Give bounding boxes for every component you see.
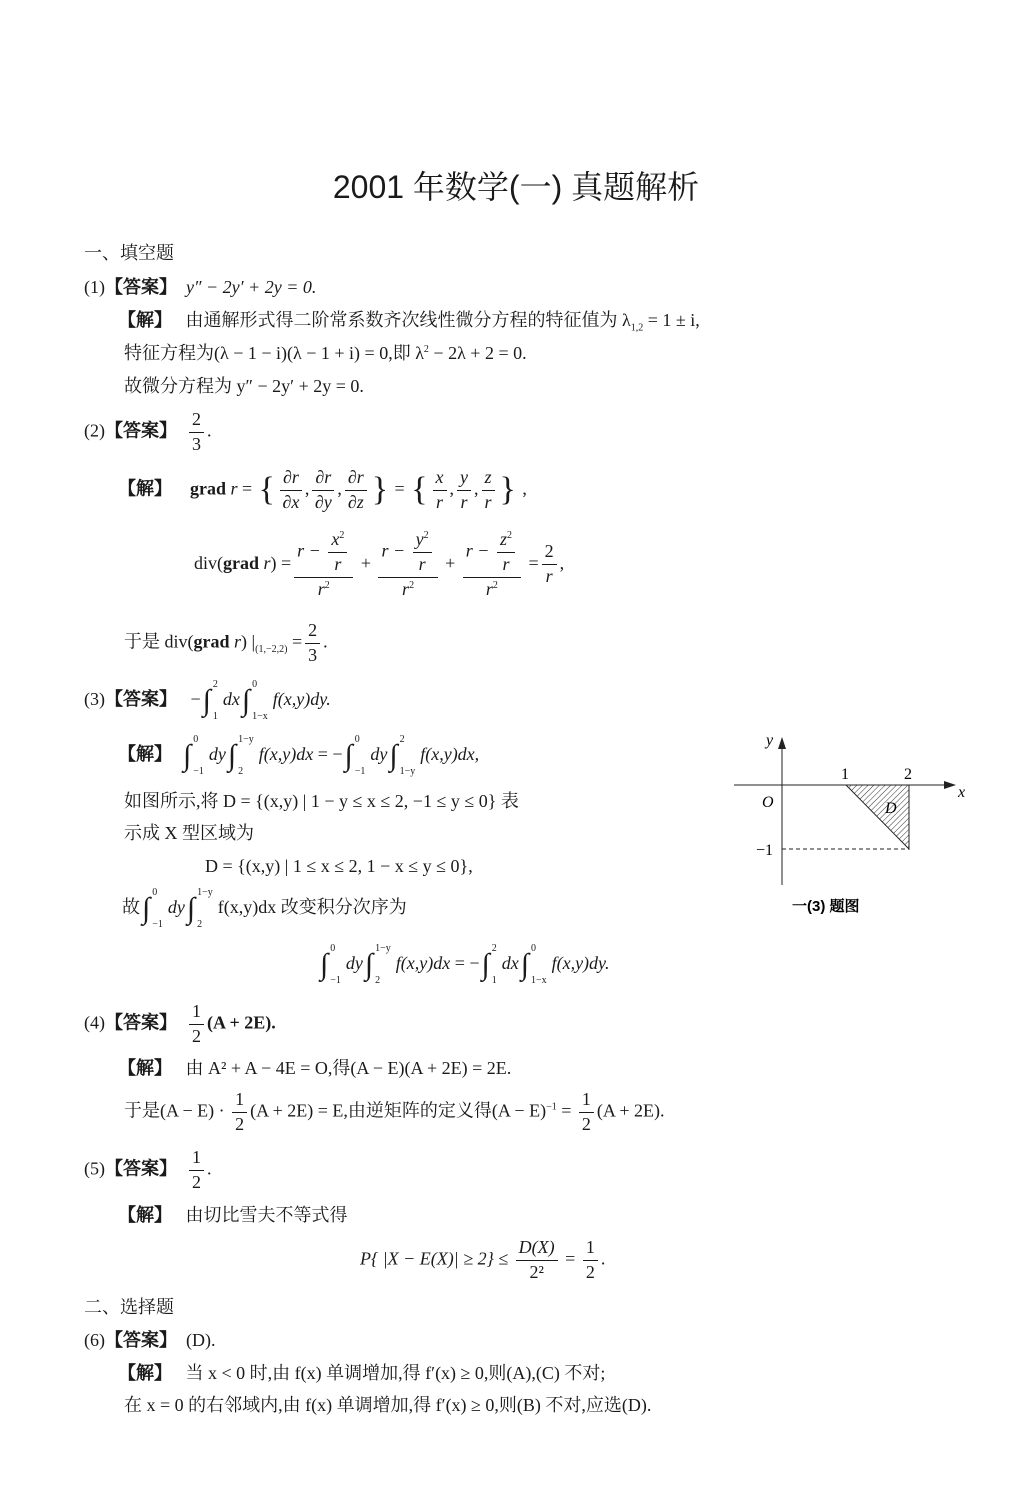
text: dx [501, 953, 519, 974]
integral [345, 735, 369, 777]
solution-label: 【解】 [118, 1363, 172, 1383]
lower: −1 [152, 919, 163, 930]
tick-minus1: −1 [756, 842, 774, 859]
text: = [556, 1100, 576, 1121]
lower: −1 [354, 766, 366, 777]
text: r [317, 578, 325, 599]
right-brace: } [499, 471, 516, 509]
answer-text: (A + 2E). [207, 1012, 276, 1033]
left-brace: { [258, 471, 275, 509]
origin-label: O [762, 794, 774, 811]
text: = − [454, 953, 480, 974]
num: 2 [305, 621, 320, 644]
lower: 2 [375, 975, 381, 986]
lower: −1 [193, 766, 204, 777]
q4-solution-line [118, 1059, 511, 1079]
lower: 1 [491, 975, 497, 986]
fraction [294, 530, 353, 599]
q3-solution-line [118, 735, 479, 777]
den: r [460, 491, 468, 512]
x-arrow-icon [944, 781, 956, 789]
den: r [545, 566, 553, 587]
integral-sign-icon: ∫ [202, 684, 211, 717]
integral [389, 735, 418, 777]
den: r [436, 491, 444, 512]
integral [242, 680, 271, 722]
text: 1,2 [630, 322, 644, 334]
text: r [418, 553, 426, 574]
upper: 0 [530, 943, 536, 954]
page-title: 2001 年数学(一) 真题解析 [332, 169, 700, 205]
text: z [499, 529, 507, 549]
text: 2 [506, 530, 512, 541]
left-brace: { [411, 471, 428, 509]
integral-sign-icon: ∫ [227, 739, 237, 772]
q5-answer: (5)【答案】 $\frac{1}{2}$ . [84, 1147, 212, 1192]
text: r − [297, 540, 326, 561]
num: D(X) [516, 1238, 558, 1261]
text: r [485, 578, 493, 599]
text: r [230, 478, 238, 499]
fraction [189, 410, 204, 455]
solution-label: 【解】 [118, 1058, 172, 1078]
lower: 2 [238, 766, 244, 777]
text: = [528, 552, 539, 573]
text: = [560, 1248, 580, 1269]
text: 2 [339, 530, 345, 541]
den: 3 [308, 644, 318, 665]
upper: 0 [193, 734, 199, 745]
lower: −1 [330, 975, 341, 986]
q-num: (3) [84, 689, 105, 710]
integral-sign-icon: ∫ [520, 948, 529, 981]
q5-equation: P{ |X − E(X)| ≥ 2} ≤ $\frac{D(X)}{\text{2²}}$ = $\frac{1}{2}$ . [360, 1237, 606, 1282]
text: r − [465, 540, 494, 561]
text: 故 [122, 897, 140, 918]
text: 2 [324, 579, 330, 591]
text: ) [270, 552, 277, 573]
text: = − [317, 744, 343, 765]
text: 2 [492, 579, 498, 591]
text: P{ |X − E(X)| ≥ 2} ≤ [360, 1248, 513, 1269]
text: 特征方程为(λ − 1 − i)(λ − 1 + i) = 0,即 λ [124, 343, 424, 363]
solution-label: 【解】 [118, 310, 172, 330]
text: r [263, 552, 271, 573]
solution-label: 【解】 [118, 478, 172, 499]
q1-solution-line [118, 311, 700, 334]
lower: 1−y [399, 766, 416, 777]
den: ∂z [347, 491, 364, 512]
text: = [291, 631, 303, 652]
num: 2 [189, 410, 204, 433]
lower: 2 [197, 919, 203, 930]
text: f(x,y)dy. [272, 689, 331, 710]
fraction [378, 530, 437, 599]
fraction [463, 530, 521, 599]
num: 1 [583, 1238, 598, 1261]
x-label: x [958, 784, 966, 801]
text: grad [190, 478, 226, 499]
text: dx [222, 689, 240, 710]
upper: 2 [212, 679, 218, 690]
text: − [190, 689, 201, 710]
region-d-figure [730, 725, 980, 925]
num: ∂r [280, 468, 302, 491]
text: grad [223, 552, 259, 573]
den: 2 [192, 1171, 201, 1192]
lower: 1−x [252, 711, 268, 722]
num: 2 [542, 542, 557, 565]
text: = [394, 478, 405, 499]
integral [320, 944, 344, 986]
num: 1 [189, 1002, 204, 1025]
q-num: (4) [84, 1012, 105, 1033]
text: 2 [409, 579, 415, 591]
den: 2 [585, 1261, 595, 1282]
num: z [482, 468, 495, 491]
answer-label: 【答案】 [105, 1012, 177, 1033]
section-multiple-choice: 二、选择题 [84, 1297, 174, 1317]
integral-sign-icon: ∫ [183, 739, 192, 772]
num: x [433, 468, 447, 491]
text: 由通解形式得二阶常系数齐次线性微分方程的特征值为 λ [185, 310, 631, 330]
text: f(x,y) [395, 953, 434, 974]
text: + [445, 552, 456, 573]
q6-answer [84, 1331, 216, 1351]
text: − 2λ + 2 = 0. [428, 343, 527, 363]
right-brace: } [371, 471, 389, 509]
upper: 1−y [375, 943, 391, 954]
q-num: (1) [84, 277, 105, 297]
region-label: D [885, 800, 897, 817]
y-arrow-icon [778, 737, 786, 749]
integral-sign-icon: ∫ [344, 739, 353, 772]
integral [183, 735, 207, 777]
integral [203, 680, 221, 722]
integral [228, 735, 257, 777]
integral-sign-icon: ∫ [142, 892, 151, 925]
num: ∂r [345, 468, 367, 491]
text: r [334, 553, 342, 574]
text: div( [194, 552, 223, 573]
text: y [415, 529, 424, 549]
num: 1 [189, 1148, 204, 1171]
integral [142, 888, 166, 930]
q2-div-line: div(grad r) = r − $\frac{x^2}{r}$ $r^2$ + r − $\frac{y^2}{r}$ $r^2$ + r − $\frac{z^2}{r}$ $r^2$ = $\frac{2}{r}$ , [194, 529, 565, 599]
q3-answer [84, 680, 331, 722]
text: 当 x < 0 时,由 f(x) 单调增加,得 f′(x) ≥ 0,则(A),(C) 不对; [185, 1363, 606, 1383]
q3-solution-line: D = {(x,y) | 1 ≤ x ≤ 2, 1 − x ≤ y ≤ 0}, [205, 856, 473, 876]
text: = [242, 478, 253, 499]
den: 2 [192, 1025, 201, 1046]
text: grad [193, 631, 230, 652]
figure-caption: 一(3) 题图 [792, 898, 860, 915]
text: + [360, 552, 371, 573]
text: (A + 2E). [596, 1100, 665, 1121]
upper: 0 [330, 943, 336, 954]
text: = [281, 552, 292, 573]
den: r [484, 491, 492, 512]
integral-sign-icon: ∫ [364, 948, 374, 981]
lower: 1−x [530, 975, 547, 986]
integral [187, 888, 216, 930]
q-num: (2) [84, 420, 105, 441]
answer-text: y″ − 2y′ + 2y = 0. [186, 277, 317, 297]
num: 1 [232, 1090, 247, 1113]
section-fill-in: 一、填空题 [84, 243, 174, 263]
text: 于是 div( [124, 631, 194, 652]
q4-answer [84, 1002, 276, 1047]
answer-label: 【答案】 [105, 277, 177, 297]
upper: 2 [491, 943, 497, 954]
q2-grad-line: 【解】 grad r = { $\frac{\partial r}{\partial x}$ , $\frac{\partial r}{\partial y}$ , $\frac{\partial r}{\partial z}$ } = { $\frac{x}{r}$ , $\frac{y}{r}$ , $\frac{z}{r}$ } , [118, 467, 527, 512]
integral [521, 944, 550, 986]
text: r [502, 553, 510, 574]
q3-solution-line: 如图所示,将 D = {(x,y) | 1 − y ≤ x ≤ 2, −1 ≤ y ≤ 0} 表 [124, 791, 519, 811]
num: ∂r [312, 468, 334, 491]
integral [482, 944, 500, 986]
den: ∂x [282, 491, 300, 512]
solution-label: 【解】 [118, 1205, 172, 1225]
q3-solution-line [122, 888, 407, 930]
text: f(x,y)dy. [551, 953, 610, 974]
text: (A + 2E) = E,由逆矩阵的定义得(A − E) [250, 1100, 547, 1121]
q2-result-line: 于是 div(grad r) $|_{(1,-2,2)}$ = $\frac{2}{3}$ . [124, 620, 328, 665]
integral-sign-icon: ∫ [186, 892, 196, 925]
text: dx [433, 953, 451, 974]
q6-solution-line: 在 x = 0 的右邻域内,由 f(x) 单调增加,得 f′(x) ≥ 0,则(B) 不对,应选(D). [124, 1395, 652, 1415]
text: 于是(A − E) · [124, 1100, 230, 1121]
integral-sign-icon: ∫ [320, 948, 329, 981]
text: 2 [423, 344, 429, 355]
text: 由切比雪夫不等式得 [185, 1205, 348, 1225]
den: 2² [529, 1261, 544, 1282]
integral [365, 944, 394, 986]
text: r [234, 631, 242, 652]
text: dy [370, 744, 388, 765]
text: (1,−2,2) [255, 644, 288, 656]
text: x [331, 529, 340, 549]
text: −1 [546, 1101, 557, 1113]
q1-answer [84, 278, 316, 298]
tick-1: 1 [841, 766, 849, 783]
text: dx [296, 744, 314, 765]
region-d [846, 785, 909, 849]
answer-label: 【答案】 [105, 689, 177, 710]
upper: 0 [354, 734, 360, 745]
y-label: y [766, 732, 774, 749]
q2-answer: (2)【答案】 $\frac{2}{3}$ . [84, 409, 212, 454]
q1-solution-line [124, 344, 527, 364]
q6-solution-line [118, 1364, 605, 1384]
upper: 2 [399, 734, 405, 745]
upper: 1−y [238, 734, 254, 745]
text: r [402, 578, 410, 599]
text: f(x,y) [258, 744, 297, 765]
den: ∂y [314, 491, 332, 512]
text: f(x,y)dx, [420, 744, 480, 765]
num: y [457, 468, 471, 491]
q-num: (5) [84, 1158, 105, 1179]
text: dy [167, 897, 185, 918]
den: 3 [192, 433, 201, 454]
text: 2 [423, 530, 429, 541]
integral-sign-icon: ∫ [241, 684, 251, 717]
solution-label: 【解】 [118, 744, 172, 765]
q1-solution-line: 故微分方程为 y″ − 2y′ + 2y = 0. [124, 376, 364, 396]
text: dy [208, 744, 226, 765]
upper: 0 [252, 679, 258, 690]
upper: 0 [152, 887, 158, 898]
q3-solution-line: 示成 X 型区域为 [124, 823, 254, 843]
lower: 1 [212, 711, 218, 722]
text: = 1 ± i, [643, 310, 700, 330]
integral-sign-icon: ∫ [481, 948, 490, 981]
integral-sign-icon: ∫ [389, 739, 398, 772]
text: ) [241, 631, 248, 652]
text: r − [381, 540, 410, 561]
den: 2 [581, 1113, 591, 1134]
text: 由 A² + A − 4E = O,得(A − E)(A + 2E) = 2E. [185, 1058, 512, 1078]
answer-label: 【答案】 [105, 1158, 177, 1179]
answer-text: (D). [186, 1330, 216, 1350]
q-num: (6) [84, 1330, 105, 1350]
q3-final-equation [318, 944, 610, 986]
tick-2: 2 [904, 766, 912, 783]
text: f(x,y)dx 改变积分次序为 [217, 897, 407, 918]
upper: 1−y [197, 887, 213, 898]
answer-label: 【答案】 [105, 1330, 177, 1350]
num: 1 [579, 1090, 594, 1113]
q4-solution-line [124, 1090, 665, 1135]
den: 2 [235, 1113, 245, 1134]
answer-label: 【答案】 [105, 420, 177, 441]
text: dy [345, 953, 363, 974]
q5-solution-line [118, 1206, 348, 1226]
